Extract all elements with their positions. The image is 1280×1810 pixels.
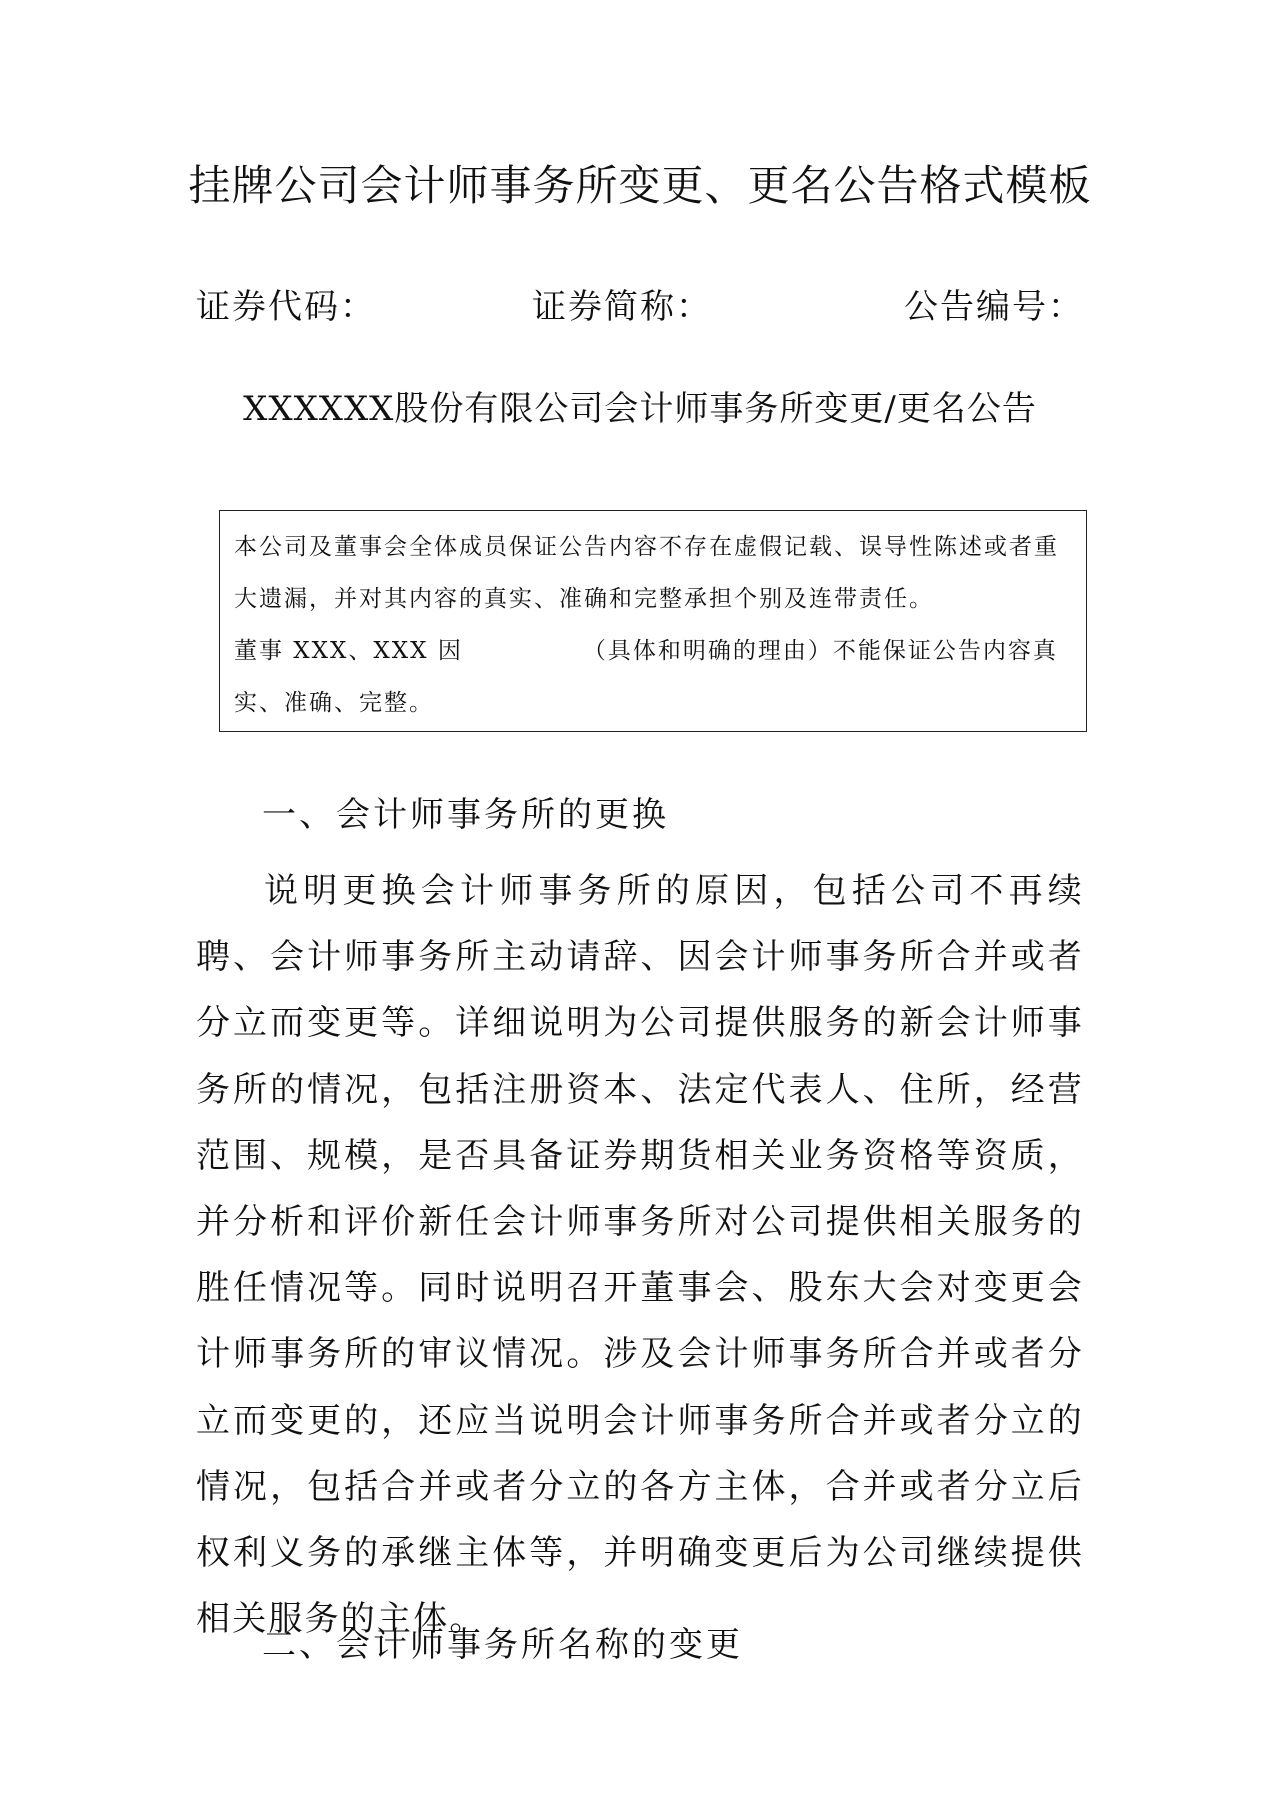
securities-abbreviation-label: 证券简称： xyxy=(532,287,712,327)
announcement-title: XXXXXX股份有限公司会计师事务所变更/更名公告 xyxy=(243,389,1037,429)
board-statement-box xyxy=(219,510,1087,732)
announcement-meta-row xyxy=(196,282,1084,332)
securities-code-label: 证券代码： xyxy=(196,287,376,327)
section-heading-replacement: 一、会计师事务所的更换 xyxy=(262,795,669,835)
document-title: 挂牌公司会计师事务所变更、更名公告格式模板 xyxy=(188,161,1092,210)
announcement-number-label: 公告编号： xyxy=(904,287,1084,327)
director-disclaimer-prefix: 董事 XXX、XXX 因 xyxy=(234,638,463,664)
board-statement-text: 本公司及董事会全体成员保证公告内容不存在虚假记载、误导性陈述或者重大遗漏，并对其内容的真实、准确和完整承担个别及连带责任。 xyxy=(234,534,1059,612)
section-heading-name-change: 二、会计师事务所名称的变更 xyxy=(262,1625,743,1665)
section-body-replacement: 说明更换会计师事务所的原因，包括公司不再续聘、会计师事务所主动请辞、因会计师事务所合并或者分立而变更等。详细说明为公司提供服务的新会计师事务所的情况，包括注册资本、法定代表人、住所，经营范围、规模，是否具备证券期货相关业务资格等资质，并分析和评价新任会计师事务所对公司提供相关服务的胜任情况等。同时说明召开董事会、股东大会对变更会计师事务所的审议情况。涉及会计师事务所合并或者分立而变更的，还应当说明会计师事务所合并或者分立的情况，包括合并或者分立的各方主体，合并或者分立后权利义务的承继主体等，并明确变更后为公司继续提供相关服务的主体。 xyxy=(196,871,1084,1640)
director-disclaimer xyxy=(234,625,1074,729)
director-disclaimer-suffix: （具体和明确的理由）不能保证公告内容真实、准确、完整。 xyxy=(234,638,1058,716)
